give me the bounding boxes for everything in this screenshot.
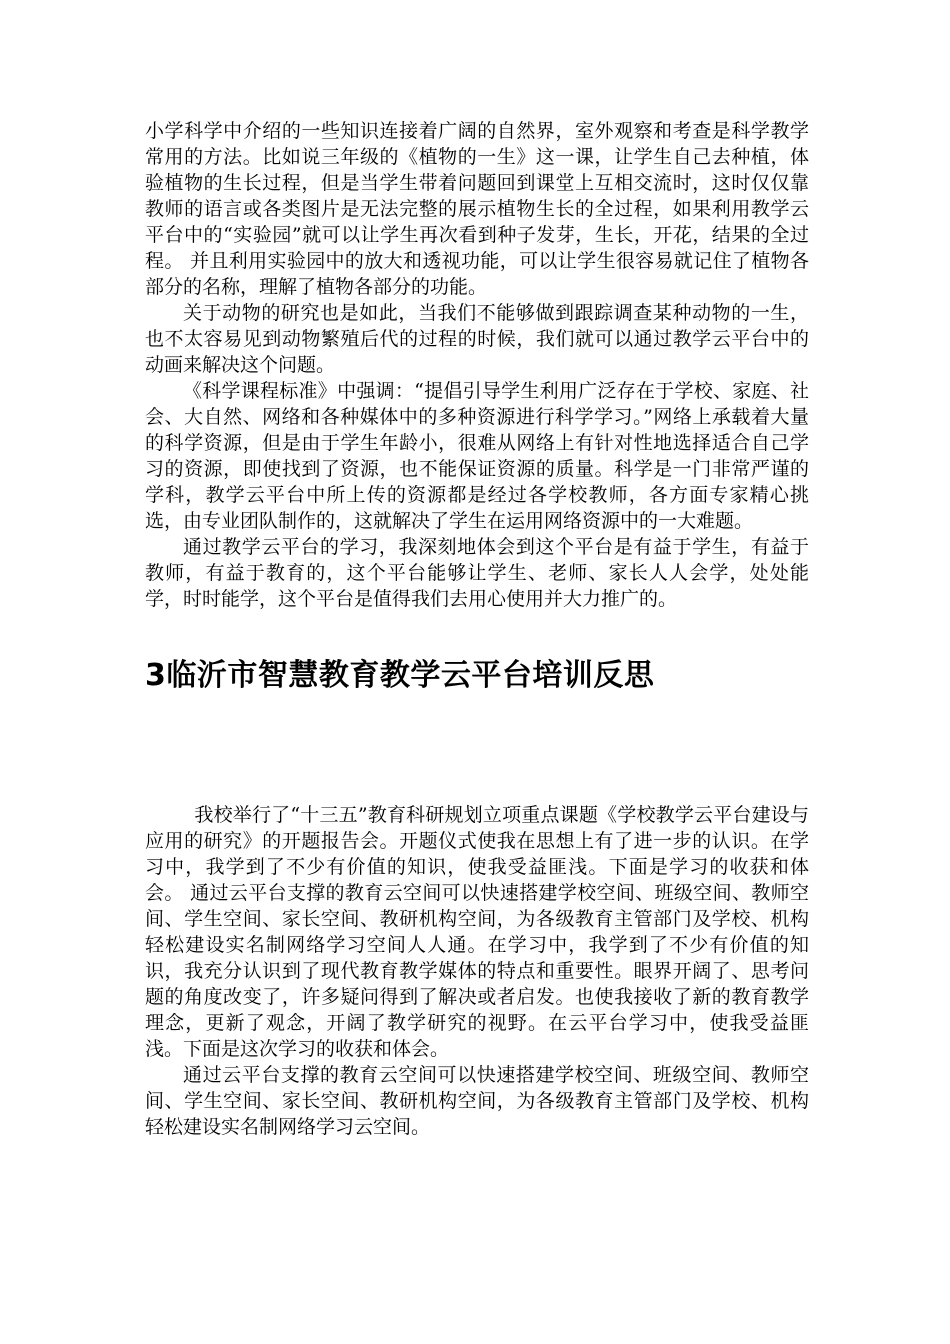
paragraph-cloud-space: 通过云平台支撑的教育云空间可以快速搭建学校空间、班级空间、教师空间、学生空间、家长空间、教研机构空间，为各级教育主管部门及学校、机构轻松建设实名制网络学习云空间。 [145, 1064, 809, 1138]
paragraph-animal-research: 关于动物的研究也是如此，当我们不能够做到跟踪调查某种动物的一生，也不太容易见到动物繁殖后代的过程的时候，我们就可以通过教学云平台中的动画来解决这个问题。 [145, 302, 809, 376]
section-previous-article [145, 118, 809, 612]
document-page [145, 118, 809, 1140]
paragraph-opening-report: 我校举行了“十三五”教育科研规划立项重点课题《学校教学云平台建设与应用的研究》的开题报告会。开题仪式使我在思想上有了进一步的认识。在学习中，我学到了不少有价值的知识，使我受益匪浅。下面是学习的收获和体会。 通过云平台支撑的教育云空间可以快速搭建学校空间、班级空间、教师空间、学生空间、家长空间、教研机构空间，为各级教育主管部门及学校、机构轻松建设实名制网络学习空间人人通。在学习中，我学到了不少有价值的知识，我充分认识到了现代教育教学媒体的特点和重要性。眼界开阔了、思考问题的角度改变了，许多疑问得到了解决或者启发。也使我接收了新的教育教学理念，更新了观念，开阔了教学研究的视野。在云平台学习中，使我受益匪浅。下面是这次学习的收获和体会。 [145, 804, 809, 1060]
paragraph-curriculum-standard: 《科学课程标准》中强调：“提倡引导学生利用广泛存在于学校、家庭、社会、大自然、网络和各种媒体中的多种资源进行科学学习。”网络上承载着大量的科学资源，但是由于学生年龄小，很难从网络上有针对性地选择适合自己学习的资源，即使找到了资源，也不能保证资源的质量。科学是一门非常严谨的学科，教学云平台中所上传的资源都是经过各学校教师，各方面专家精心挑选，由专业团队制作的，这就解决了学生在运用网络资源中的一大难题。 [145, 380, 809, 532]
paragraph-conclusion: 通过教学云平台的学习，我深刻地体会到这个平台是有益于学生，有益于教师，有益于教育的，这个平台能够让学生、老师、家长人人会学，处处能学，时时能学，这个平台是值得我们去用心使用并大力推广的。 [145, 536, 809, 610]
section-article-body [145, 802, 809, 1140]
paragraph-plant-lesson: 小学科学中介绍的一些知识连接着广阔的自然界，室外观察和考查是科学教学常用的方法。比如说三年级的《植物的一生》这一课，让学生自己去种植，体验植物的生长过程，但是当学生带着问题回到课堂上互相交流时，这时仅仅靠教师的语言或各类图片是无法完整的展示植物生长的全过程，如果利用教学云平台中的“实验园”就可以让学生再次看到种子发芽，生长，开花，结果的全过程。 并且利用实验园中的放大和透视功能，可以让学生很容易就记住了植物各部分的名称，理解了植物各部分的功能。 [145, 120, 809, 298]
article-heading: 3临沂市智慧教育教学云平台培训反思 [145, 658, 655, 693]
